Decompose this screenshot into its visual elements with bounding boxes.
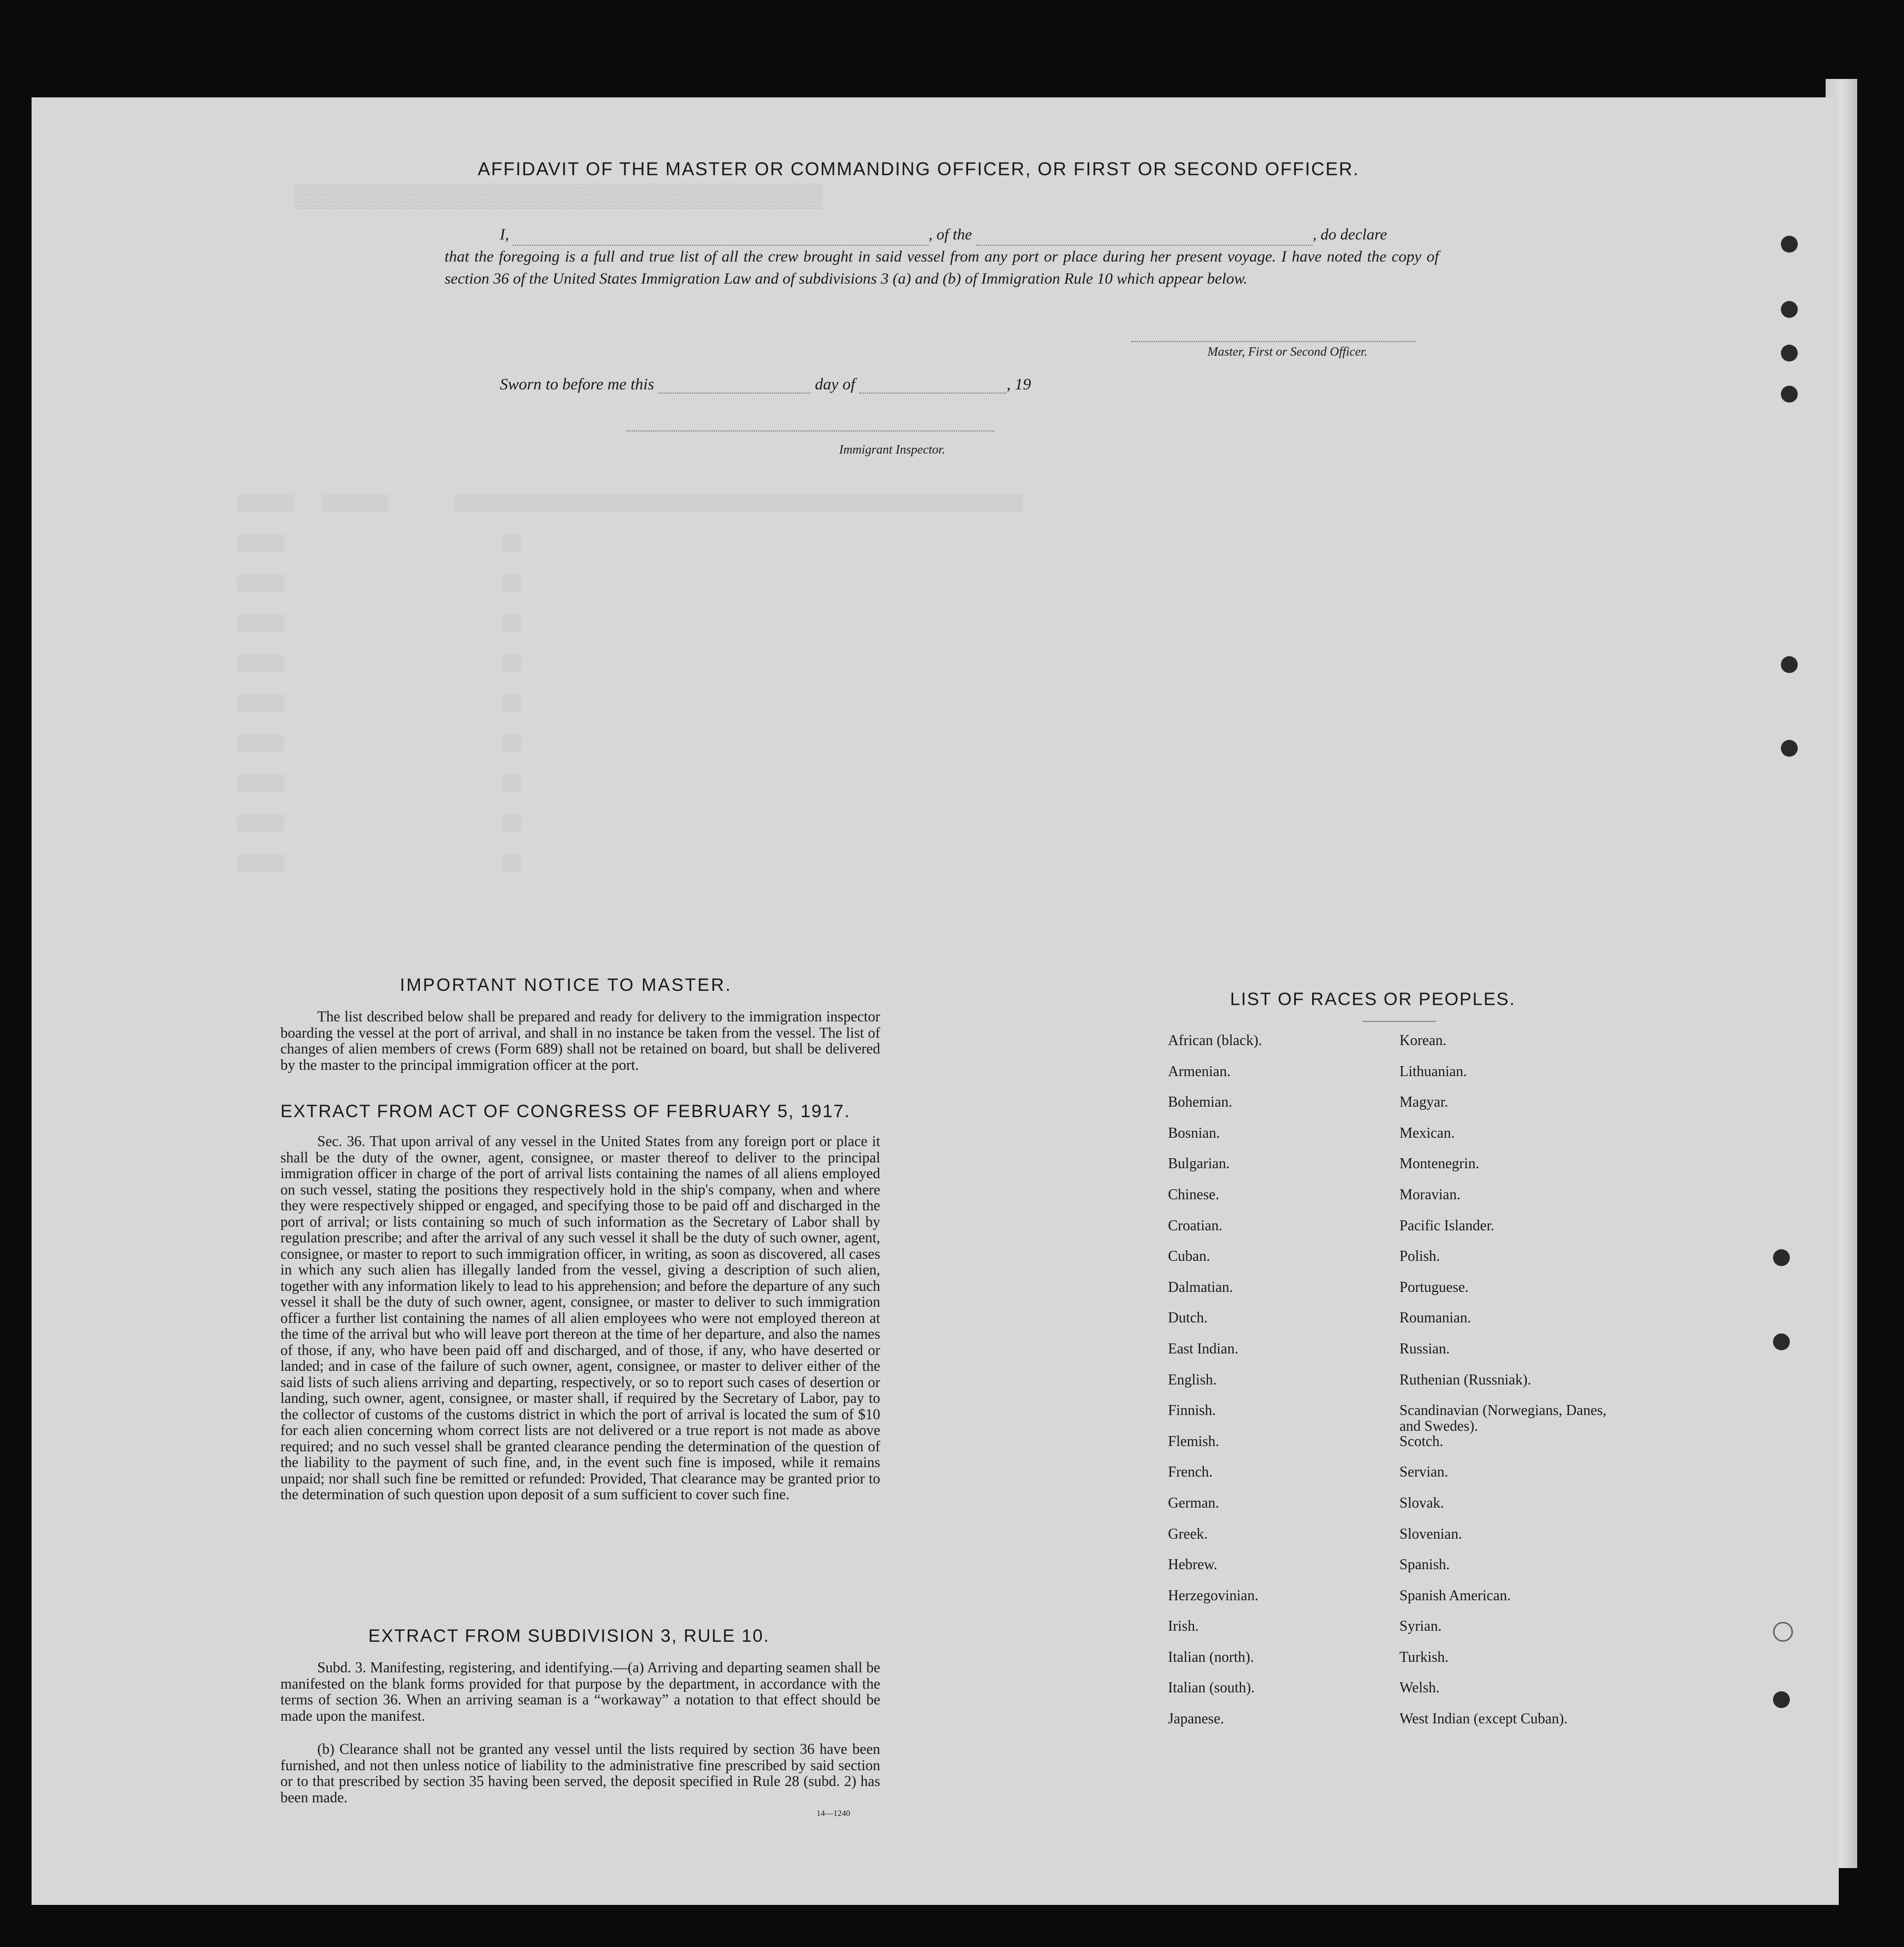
race-item: Hebrew. [1168, 1557, 1217, 1573]
race-item: Croatian. [1168, 1217, 1223, 1234]
race-item: Italian (north). [1168, 1649, 1254, 1665]
punch-hole-icon [1781, 345, 1798, 362]
race-item: Polish. [1399, 1248, 1440, 1265]
bleed-through: ▒▒▒▒▒▒ ▒▒▒▒▒▒▒ ▒▒▒▒▒▒▒▒▒▒▒▒▒▒▒▒▒▒▒▒▒▒▒▒▒▒▒▒▒▒▒▒▒▒▒▒▒▒▒▒▒▒▒▒▒▒▒▒▒▒▒▒▒▒▒▒▒▒▒▒ ▒▒▒▒▒ ▒▒ ▒▒▒▒▒ ▒▒ ▒▒▒▒▒ ▒▒ ▒▒▒▒▒ ▒▒ ▒▒▒▒▒ ▒▒ ▒▒▒▒▒ ▒▒ ▒▒▒▒▒ ▒▒ ▒▒▒▒▒ ▒▒ ▒▒▒▒▒ ▒▒ [237, 495, 1023, 873]
punch-hole-icon [1781, 236, 1798, 253]
affidavit-body [445, 224, 1439, 290]
race-item: Bulgarian. [1168, 1156, 1230, 1172]
race-item: Italian (south). [1168, 1680, 1255, 1697]
punch-hole-icon [1781, 656, 1798, 673]
vessel-label: , of the [929, 226, 972, 243]
race-item: Magyar. [1399, 1094, 1448, 1111]
race-item: French. [1168, 1464, 1213, 1481]
races-left-column [1168, 1033, 1399, 1742]
race-item: Bosnian. [1168, 1125, 1220, 1141]
race-item: Irish. [1168, 1618, 1199, 1635]
race-item: Armenian. [1168, 1063, 1231, 1080]
race-item: Servian. [1399, 1464, 1448, 1481]
race-item: Moravian. [1399, 1186, 1460, 1203]
race-item: Portuguese. [1399, 1279, 1469, 1296]
bleed-through: ▒▒▒▒▒▒▒▒▒▒▒▒▒▒▒▒▒▒▒▒▒▒▒▒▒▒▒▒▒▒▒▒▒▒▒▒▒▒ [295, 184, 823, 210]
race-item: German. [1168, 1494, 1220, 1511]
race-item: Slovenian. [1399, 1526, 1462, 1542]
act-extract-body: Sec. 36. That upon arrival of any vessel in the United States from any foreign port or place it shall be the duty of the owner, agent, consignee, or master thereof to deliver to the principal immigration officer in charge of the port of arrival lists containing the names of all aliens employed on such vessel, stating the positions they respectively hold in the ship's company, when and where they were respectively shipped or engaged, and specifying those to be paid off and discharged in the port of arrival; or lists containing so much of such information as the Secretary of Labor shall by regulation prescribe; and after the arrival of any such vessel it shall be the duty of such owner, agent, consignee, or master to report to such immigration officer, in writing, as soon as discovered, all cases in which any such alien has illegally landed from the vessel, giving a description of such alien, together with any information likely to lead to his apprehension; and before the departure of any such vessel it shall be the duty of such owner, agent, consignee, or master to deliver to such immigration officer a further list containing the names of all alien employees who were not employed thereon at the time of the arrival but who will leave port thereon at the time of her departure, and also the names of those, if any, who have been paid off and discharged, and of those, if any, who have deserted or landed; and in case of the failure of such owner, agent, consignee, or master to deliver either of the said lists of such aliens arriving and departing, respectively, or so to report such cases of desertion or landing, such owner, agent, consignee, or master shall, if required by the Secretary of Labor, pay to the collector of customs of the customs district in which the port of arrival is located the sum of $10 for each alien concerning whom correct lists are not delivered or a true report is not made as above required; and no such vessel shall be granted clearance pending the determination of the question of the liability to the payment of such fine, and, in the event such fine is imposed, while it remains unpaid; nor shall such fine be remitted or refunded: Provided, That clearance may be granted prior to the determination of such question upon deposit of a sum sufficient to cover such fine. [280, 1133, 880, 1503]
notice-title: IMPORTANT NOTICE TO MASTER. [400, 975, 732, 995]
race-item: Slovak. [1399, 1494, 1444, 1511]
race-item: Chinese. [1168, 1186, 1220, 1203]
race-item: Pacific Islander. [1399, 1217, 1495, 1234]
race-item: Japanese. [1168, 1711, 1224, 1728]
punch-hole-icon [1781, 301, 1798, 318]
affidavit-title: AFFIDAVIT OF THE MASTER OR COMMANDING OFFICER, OR FIRST OR SECOND OFFICER. [478, 159, 1359, 179]
races-title-rule [1363, 1021, 1436, 1022]
punch-hole-icon [1773, 1622, 1793, 1642]
punch-hole-icon [1773, 1249, 1790, 1266]
race-item: Dutch. [1168, 1310, 1208, 1327]
declarant-label: I, [500, 226, 509, 243]
race-item: Roumanian. [1399, 1310, 1472, 1327]
act-extract-title: EXTRACT FROM ACT OF CONGRESS OF FEBRUARY 5, 1917. [280, 1101, 851, 1121]
sworn-month-field[interactable] [859, 393, 1006, 394]
race-item: West Indian (except Cuban). [1399, 1711, 1568, 1728]
rule-extract-body-b: (b) Clearance shall not be granted any vessel until the lists required by section 36 have been furnished, and not then unless notice of liability to the administrative fine prescribed by said section or to that prescribed by section 35 having been served, the deposit specified in Rule 28 (subd. 2) has been made. [280, 1741, 880, 1806]
form-number: 14—1240 [817, 1809, 850, 1818]
race-item: Herzegovinian. [1168, 1587, 1258, 1604]
rule-extract-title: EXTRACT FROM SUBDIVISION 3, RULE 10. [368, 1626, 770, 1646]
race-item: Greek. [1168, 1526, 1208, 1542]
race-item: Cuban. [1168, 1248, 1211, 1265]
race-item: Scotch. [1399, 1433, 1444, 1450]
race-item: Welsh. [1399, 1680, 1440, 1697]
race-item: Finnish. [1168, 1402, 1216, 1419]
race-item: Turkish. [1399, 1649, 1449, 1665]
affidavit-statement: that the foregoing is a full and true list of all the crew brought in said vessel from any port or place during her present voyage. I have noted the copy of section 36 of the United States Immigration Law and of subdivisions 3 (a) and (b) of Immigration Rule 10 which appear below. [445, 248, 1439, 287]
race-item: Korean. [1399, 1032, 1447, 1049]
rule-extract-body-a: Subd. 3. Manifesting, registering, and identifying.—(a) Arriving and departing seamen shall be manifested on the blank forms provided for that purpose by the department, in accordance with the terms of section 36. When an arriving seaman is a “workaway” a notation to that effect should be made upon the manifest. [280, 1660, 880, 1724]
inspector-signature-field[interactable] [626, 430, 994, 431]
punch-hole-icon [1773, 1691, 1790, 1708]
sworn-day-field[interactable] [658, 393, 811, 394]
punch-hole-icon [1781, 740, 1798, 757]
race-item: Bohemian. [1168, 1094, 1233, 1111]
race-item: Lithuanian. [1399, 1063, 1467, 1080]
races-title: LIST OF RACES OR PEOPLES. [1230, 989, 1516, 1009]
race-item: East Indian. [1168, 1340, 1238, 1357]
sworn-day-of-label: day of [814, 375, 855, 393]
race-item: Spanish. [1399, 1557, 1450, 1573]
declare-label: , do declare [1313, 226, 1387, 243]
race-item: Mexican. [1399, 1125, 1455, 1141]
master-signature-field[interactable] [1131, 341, 1415, 342]
race-item: Flemish. [1168, 1433, 1220, 1450]
race-item: Scandinavian (Norwegians, Danes, and Swedes). [1399, 1402, 1607, 1435]
race-item: African (black). [1168, 1032, 1262, 1049]
race-item: Dalmatian. [1168, 1279, 1233, 1296]
race-item: English. [1168, 1371, 1217, 1388]
punch-hole-icon [1781, 386, 1798, 403]
sworn-statement [500, 375, 1031, 394]
notice-body: The list described below shall be prepared and ready for delivery to the immigration inspector boarding the vessel at the port of arrival, and shall in no instance be taken from the vessel. The list of changes of alien members of crews (Form 689) shall not be retained on board, but shall be delivered by the master to the principal immigration officer at the port. [280, 1009, 880, 1073]
race-item: Ruthenian (Russniak). [1399, 1371, 1532, 1388]
master-signature-label: Master, First or Second Officer. [1207, 345, 1367, 359]
races-right-column [1399, 1033, 1631, 1742]
race-item: Spanish American. [1399, 1587, 1511, 1604]
race-item: Russian. [1399, 1340, 1450, 1357]
sworn-label: Sworn to before me this [500, 375, 654, 393]
race-item: Syrian. [1399, 1618, 1442, 1635]
sworn-year-label: , 19 [1006, 375, 1031, 393]
inspector-signature-label: Immigrant Inspector. [839, 443, 945, 457]
punch-hole-icon [1773, 1333, 1790, 1350]
race-item: Montenegrin. [1399, 1156, 1479, 1172]
